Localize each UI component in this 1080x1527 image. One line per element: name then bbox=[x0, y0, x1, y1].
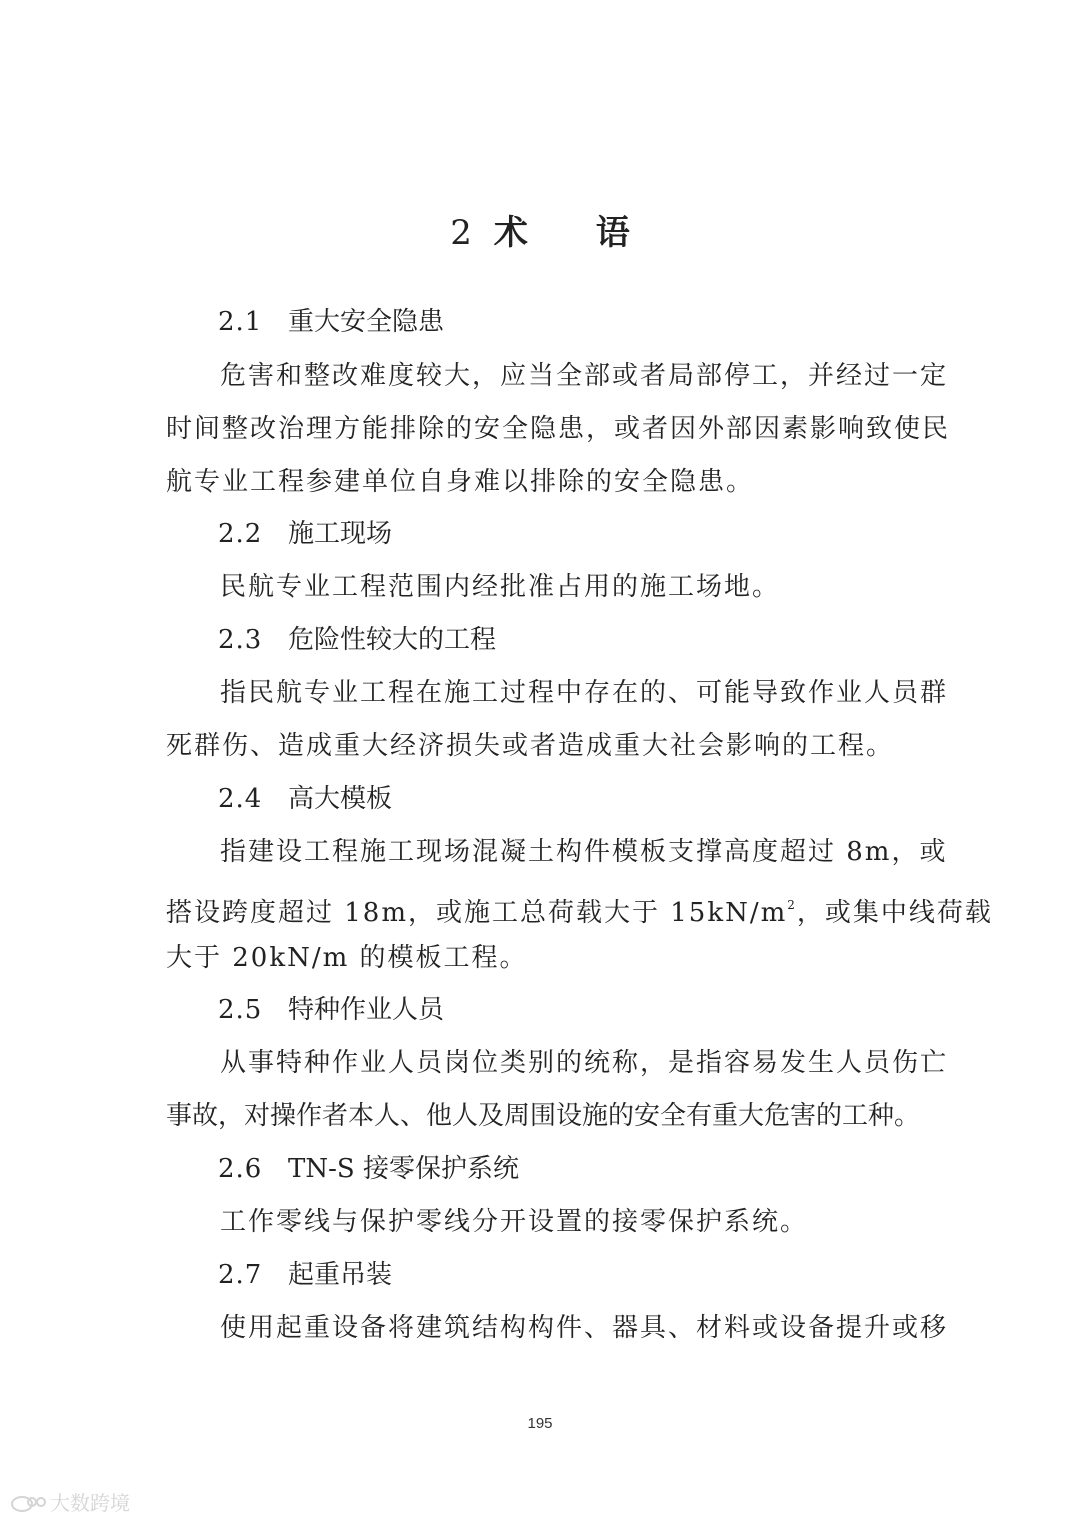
paragraph-line: 航专业工程参建单位自身难以排除的安全隐患。 bbox=[166, 467, 755, 497]
clause-heading-2-1 bbox=[218, 302, 444, 342]
clause-number: 2.5 bbox=[218, 995, 263, 1025]
clause-number: 2.2 bbox=[218, 519, 263, 549]
clause-number: 2.7 bbox=[218, 1260, 263, 1290]
clause-title: TN-S 接零保护系统 bbox=[288, 1154, 519, 1184]
line-text: 搭设跨度超过 18m，或施工总荷载大于 15kN/m bbox=[166, 898, 788, 928]
clause-heading-2-4 bbox=[218, 779, 392, 819]
clause-heading-2-2 bbox=[218, 514, 392, 554]
paragraph-line: 危害和整改难度较大，应当全部或者局部停工，并经过一定 bbox=[220, 361, 949, 391]
paragraph-line bbox=[166, 885, 993, 933]
paragraph-line: 工作零线与保护零线分开设置的接零保护系统。 bbox=[220, 1207, 809, 1237]
chapter-title-text: 术 语 bbox=[493, 213, 658, 253]
chapter-title bbox=[0, 210, 1080, 256]
superscript-2: 2 bbox=[787, 898, 797, 912]
clause-number: 2.3 bbox=[218, 625, 263, 655]
clause-title: 特种作业人员 bbox=[288, 995, 445, 1025]
paragraph-line: 死群伤、造成重大经济损失或者造成重大社会影响的工程。 bbox=[166, 731, 895, 761]
clause-heading-2-6 bbox=[218, 1149, 519, 1189]
clause-number: 2.6 bbox=[218, 1154, 263, 1184]
watermark bbox=[10, 1487, 130, 1516]
paragraph-line: 民航专业工程范围内经批准占用的施工场地。 bbox=[220, 572, 781, 602]
watermark-text: 大数跨境 bbox=[50, 1491, 130, 1515]
paragraph-line: 时间整改治理方能排除的安全隐患，或者因外部因素影响致使民 bbox=[166, 414, 951, 444]
line-text: ，或集中线荷载 bbox=[796, 898, 993, 928]
clause-number: 2.4 bbox=[218, 784, 263, 814]
clause-title: 重大安全隐患 bbox=[288, 307, 445, 337]
page-number: 195 bbox=[527, 1415, 553, 1432]
paragraph-line: 指民航专业工程在施工过程中存在的、可能导致作业人员群 bbox=[220, 678, 949, 708]
clause-title: 危险性较大的工程 bbox=[288, 625, 497, 655]
clause-number: 2.1 bbox=[218, 307, 263, 337]
paragraph-line: 指建设工程施工现场混凝土构件模板支撑高度超过 8m，或 bbox=[220, 837, 948, 867]
weibo-logo-icon bbox=[10, 1490, 46, 1514]
paragraph-line: 使用起重设备将建筑结构构件、器具、材料或设备提升或移 bbox=[220, 1313, 949, 1343]
clause-heading-2-5 bbox=[218, 990, 444, 1030]
clause-title: 施工现场 bbox=[288, 519, 393, 549]
clause-title: 起重吊装 bbox=[288, 1260, 393, 1290]
paragraph-line: 从事特种作业人员岗位类别的统称，是指容易发生人员伤亡 bbox=[220, 1048, 949, 1078]
clause-heading-2-3 bbox=[218, 620, 496, 660]
paragraph-line: 大于 20kN/m 的模板工程。 bbox=[166, 943, 528, 973]
clause-title: 高大模板 bbox=[288, 784, 393, 814]
clause-heading-2-7 bbox=[218, 1255, 392, 1295]
paragraph-line: 事故，对操作者本人、他人及周围设施的安全有重大危害的工种。 bbox=[166, 1101, 921, 1131]
chapter-number: 2 bbox=[450, 213, 472, 253]
